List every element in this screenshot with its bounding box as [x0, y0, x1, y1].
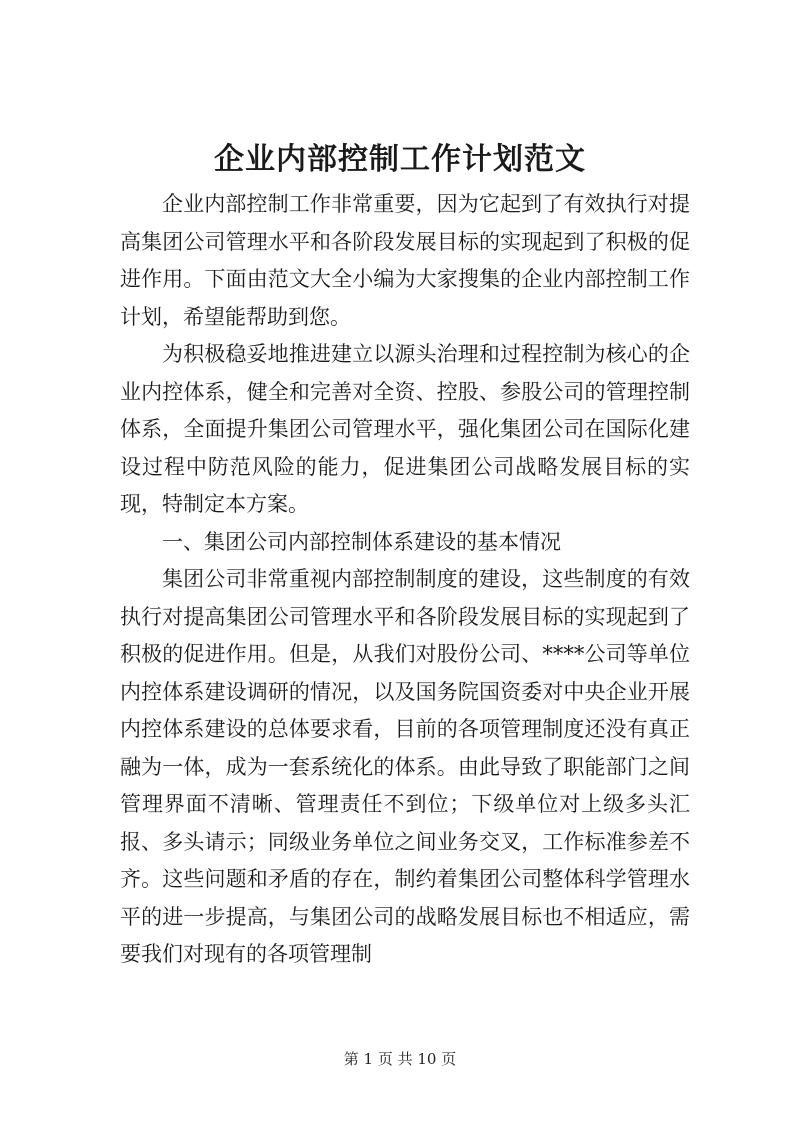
paragraph-intro: 企业内部控制工作非常重要，因为它起到了有效执行对提高集团公司管理水平和各阶段发展目标的实现起到了积极的促进作用。下面由范文大全小编为大家搜集的企业内部控制工作计划，希望能帮助到您。: [120, 192, 690, 329]
page-number-footer: 第 1 页 共 10 页: [343, 1050, 457, 1068]
paragraph-situation: 集团公司非常重视内部控制制度的建设，这些制度的有效执行对提高集团公司管理水平和各阶段发展目标的实现起到了积极的促进作用。但是，从我们对股份公司、****公司等单位内控体系建设调研的情况，以及国务院国资委对中央企业开展内控体系建设的总体要求看，目前的各项管理制度还没有真正融为一体，成为一套系统化的体系。由此导致了职能部门之间管理界面不清晰、管理责任不到位；下级单位对上级多头汇报、多头请示；同级业务单位之间业务交叉，工作标准参差不齐。这些问题和矛盾的存在，制约着集团公司整体科学管理水平的进一步提高，与集团公司的战略发展目标也不相适应，需要我们对现有的各项管理制: [120, 567, 690, 966]
document-title: 企业内部控制工作计划范文: [214, 142, 586, 177]
document-body: [120, 186, 690, 974]
paragraph-purpose: 为积极稳妥地推进建立以源头治理和过程控制为核心的企业内控体系，健全和完善对全资、控股、参股公司的管理控制体系，全面提升集团公司管理水平，强化集团公司在国际化建设过程中防范风险的能力，促进集团公司战略发展目标的实现，特制定本方案。: [120, 342, 690, 516]
section-heading: 一、集团公司内部控制体系建设的基本情况: [162, 529, 561, 554]
